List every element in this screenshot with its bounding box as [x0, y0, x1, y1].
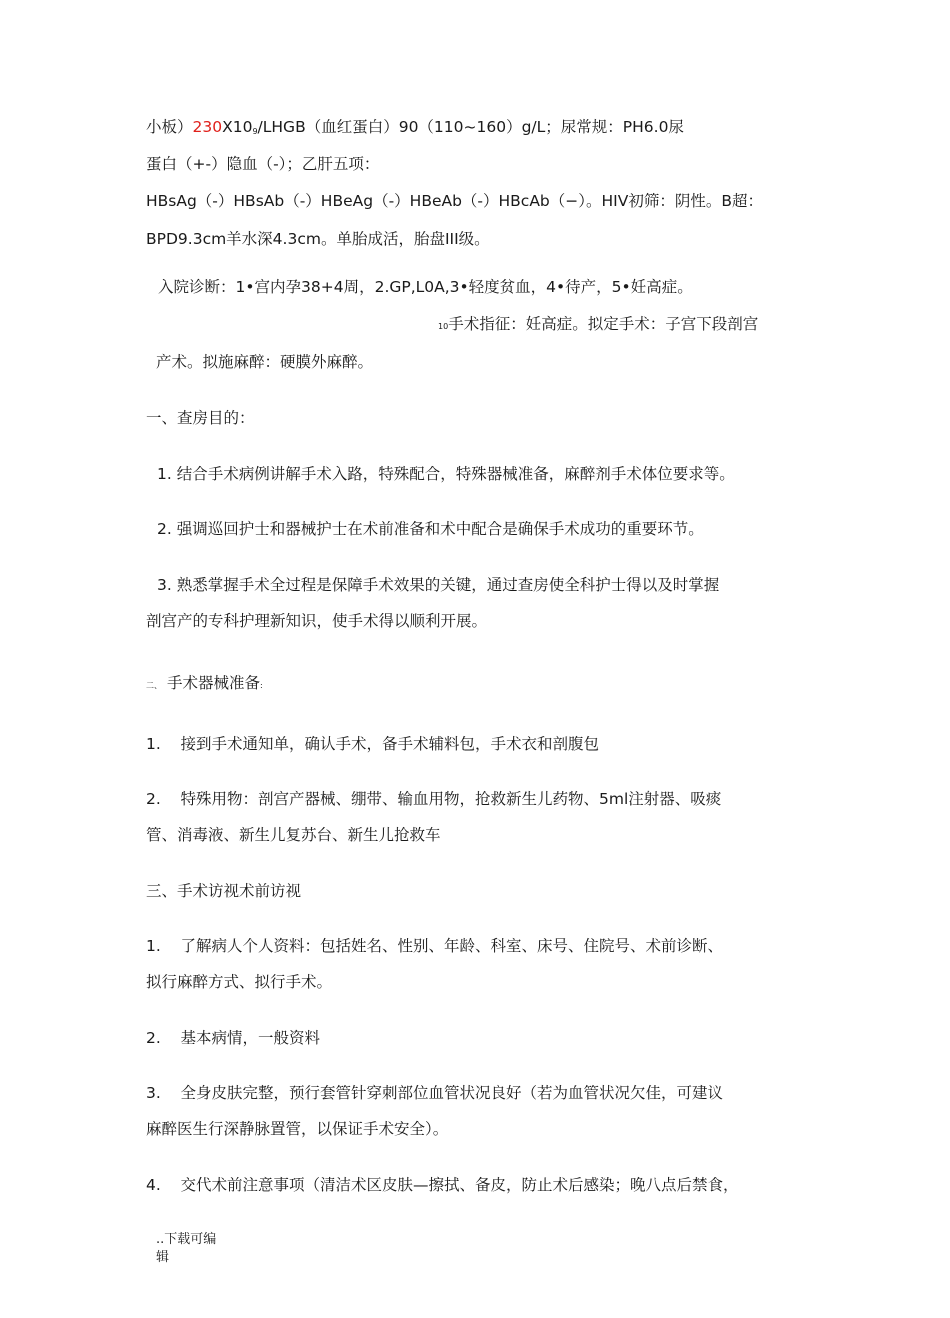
section-1-item-2: 2. 强调巡回护士和器械护士在术前准备和术中配合是确保手术成功的重要环节。: [157, 520, 704, 538]
section-1-item-1: 1. 结合手术病例讲解手术入路，特殊配合，特殊器械准备，麻醉剂手术体位要求等。: [157, 465, 735, 483]
section-3-item-1-continued: 拟行麻醉方式、拟行手术。: [146, 973, 333, 991]
section-3-item-3: 3. 全身皮肤完整，预行套管针穿刺部位血管状况良好（若为血管状况欠佳，可建议: [146, 1084, 723, 1102]
section-3-heading: 三、手术访视术前访视: [146, 882, 302, 900]
section-2-number: 二、: [146, 681, 162, 690]
lab-results-line-3: HBsAg（-）HBsAb（-）HBeAg（-）HBeAb（-）HBcAb（−）。HIV初筛：阴性。B超：: [146, 192, 763, 210]
lab-text: /LHGB（血红蛋白）90（110~160）g/L；尿常规：PH6.0尿: [257, 118, 684, 136]
indication-text: 手术指征：妊高症。拟定手术：子宫下段剖宫: [448, 315, 759, 333]
section-2-item-2-continued: 管、消毒液、新生儿复苏台、新生儿抢救车: [146, 826, 441, 844]
surgery-indication-continued: 产术。拟施麻醉：硬膜外麻醉。: [156, 353, 374, 371]
platelet-value-highlight: 230: [192, 118, 223, 136]
section-2-colon: :: [259, 681, 263, 690]
section-3-item-3-continued: 麻醉医生行深静脉置管，以保证手术安全）。: [146, 1120, 449, 1138]
section-2-item-2: 2. 特殊用物：剖宫产器械、绷带、输血用物，抢救新生儿药物、5ml注射器、吸痰: [146, 790, 722, 808]
section-3-item-4: 4. 交代术前注意事项（清洁术区皮肤—擦拭、备皮，防止术后感染；晚八点后禁食，: [146, 1176, 739, 1194]
lab-text: X10: [222, 118, 253, 136]
section-1-item-3-continued: 剖宫产的专科护理新知识，使手术得以顺利开展。: [146, 612, 488, 630]
section-1-heading: 一、查房目的：: [146, 409, 255, 427]
section-3-item-1: 1. 了解病人个人资料：包括姓名、性别、年龄、科室、床号、住院号、术前诊断、: [146, 937, 723, 955]
admission-diagnosis: 入院诊断：1•宫内孕38+4周，2.GP,L0A,3•轻度贫血，4•待产，5•妊高症。: [158, 278, 693, 296]
lab-exponent: 9: [252, 127, 258, 136]
section-2-item-1: 1. 接到手术通知单，确认手术，备手术辅料包，手术衣和剖腹包: [146, 735, 599, 753]
section-2-title: 手术器械准备: [166, 674, 260, 692]
lab-text: 小板）: [146, 118, 193, 136]
lab-results-line-2: 蛋白（+-）隐血（-）；乙肝五项：: [146, 155, 380, 173]
section-1-item-3: 3. 熟悉掌握手术全过程是保障手术效果的关键，通过查房使全科护士得以及时掌握: [157, 576, 720, 594]
footer-download-note-continued: 辑: [156, 1250, 170, 1265]
footer-download-note: ..下载可编: [156, 1232, 217, 1247]
section-3-item-2: 2. 基本病情，一般资料: [146, 1029, 320, 1047]
lab-results-line-4: BPD9.3cm羊水深4.3cm。单胎成活，胎盘III级。: [146, 230, 490, 248]
surgery-indication: [438, 313, 758, 338]
lab-results-line-1: [146, 116, 684, 143]
section-2-heading: [146, 672, 263, 697]
indication-number: 10: [438, 322, 449, 331]
